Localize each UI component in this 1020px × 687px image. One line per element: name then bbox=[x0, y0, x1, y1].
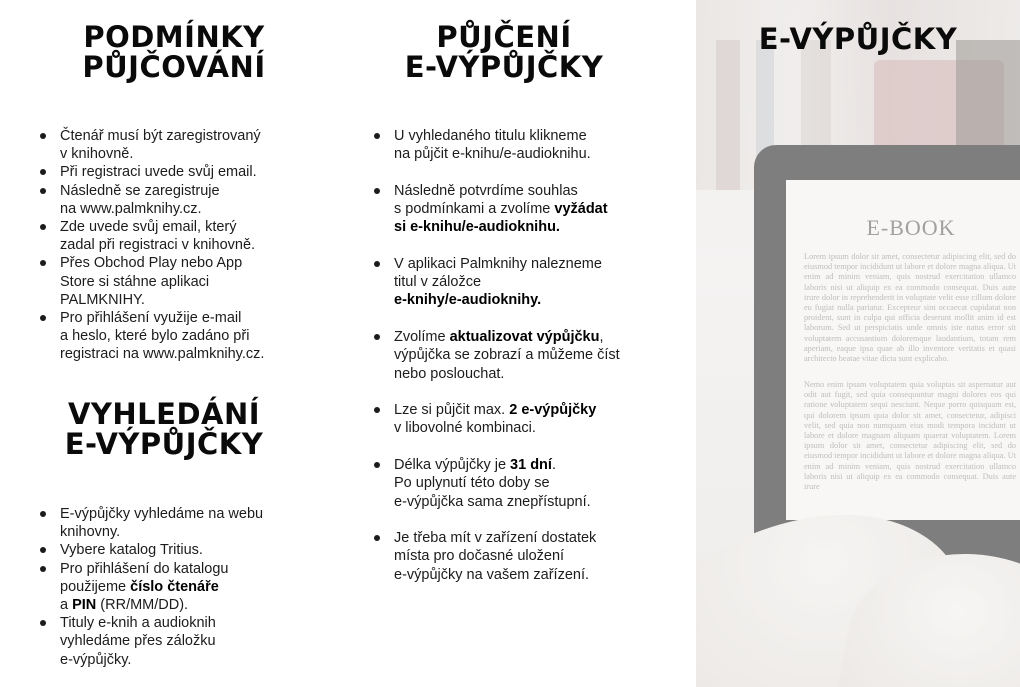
text-run: , výpůjčka se zobrazí a můžeme číst nebo poslouchat. bbox=[394, 329, 620, 382]
list-item: Je třeba mít v zařízení dostatek místa pro dočasné uložení e-výpůjčky na vašem zařízení. bbox=[370, 529, 680, 584]
list-item: Čtenář musí být zaregistrovaný v knihovně. bbox=[36, 127, 336, 163]
text-run: Délka výpůjčky je bbox=[394, 457, 511, 474]
panel-title: E-VÝPŮJČKY bbox=[758, 22, 958, 56]
list-item bbox=[370, 328, 680, 383]
text-run: Zvolíme bbox=[394, 329, 450, 346]
search-list bbox=[36, 505, 336, 669]
bold-text: 31 dní bbox=[510, 457, 552, 474]
list-item: Následně se zaregistruje na www.palmknihy.cz. bbox=[36, 182, 336, 218]
text-run: Lze si půjčit max. bbox=[394, 402, 510, 419]
list-item bbox=[370, 456, 680, 511]
pin-text: PIN bbox=[72, 597, 97, 614]
ebook-photo-panel bbox=[696, 0, 1020, 687]
list-item: Zde uvede svůj email, který zadal při registraci v knihovně. bbox=[36, 218, 336, 254]
text-run: . Po uplynutí této doby se e-výpůjčka sama znepřístupní. bbox=[394, 457, 591, 510]
conditions-column bbox=[0, 0, 348, 687]
list-item bbox=[370, 182, 680, 237]
conditions-list bbox=[36, 127, 336, 364]
reader-number-text: číslo čtenáře bbox=[130, 578, 219, 595]
ereader-text: Nemo enim ipsam voluptatem quia voluptas sit aspernatur aut odit aut fugit, sed quia consequuntur magni dolores eos qui ratione voluptatem sequi nesciunt. Neque porro quisquam est, qui dolorem ipsum quia dolor sit amet, consectetur, adipisci velit, sed quia non numquam eius modi tempora incidunt ut labore et dolore magnam aliquam quaerat voluptatem. Lorem ipsum dolor sit amet, consectetur adipiscing elit, sed do eiusmod tempor incididunt ut labore et dolore magna aliqua. Ut enim ad minim veniam, quis nostrud exercitation ullamco laboris nisi ut aliquip ex ea commodo consequat. Duis aute irure bbox=[804, 380, 1016, 492]
list-item: Přes Obchod Play nebo App Store si stáhne aplikaci PALMKNIHY. bbox=[36, 254, 336, 309]
list-item: Vybere katalog Tritius. bbox=[36, 541, 336, 559]
ereader-text: Lorem ipsum dolor sit amet, consectetur adipiscing elit, sed do eiusmod tempor incididunt ut labore et dolore magna aliqua. Ut enim ad minim veniam, quis nostrud exercitation ullamco laboris nisi ut aliquip ex ea commodo consequat. Duis aute irure dolor in reprehenderit in voluptate velit esse cillum dolore eu fugiat nulla pariatur. Excepteur sint occaecat cupidatat non proident, sunt in culpa qui officia deserunt mollit anim id est laborum. Sed ut perspiciatis unde omnis iste natus error sit voluptatem accusantium doloremque laudantium, totam rem aperiam, eaque ipsa quae ab illo inventore veritatis et quasi architecto beatae vitae dicta sunt explicabo. bbox=[804, 252, 1016, 364]
list-item bbox=[370, 255, 680, 310]
search-heading: VYHLEDÁNÍ E-VÝPŮJČKY bbox=[64, 397, 264, 461]
text-run: v libovolné kombinaci. bbox=[394, 420, 536, 437]
lending-heading: PŮJČENÍ E-VÝPŮJČKY bbox=[404, 20, 604, 84]
list-item: Pro přihlášení využije e-mail a heslo, které bylo zadáno při registraci na www.palmknihy.cz. bbox=[36, 309, 336, 364]
photo-veil bbox=[696, 0, 1020, 687]
list-item: U vyhledaného titulu klikneme na půjčit e-knihu/e-audioknihu. bbox=[370, 127, 680, 163]
bold-text: vyžádat si e-knihu/e-audioknihu. bbox=[394, 201, 608, 236]
bold-text: aktualizovat výpůjčku bbox=[449, 329, 600, 346]
list-item bbox=[36, 560, 336, 615]
list-item: Tituly e-knih a audioknih vyhledáme přes záložku e-výpůjčky. bbox=[36, 614, 336, 669]
text-run: V aplikaci Palmknihy nalezneme titul v záložce bbox=[394, 256, 602, 291]
lending-list bbox=[370, 127, 680, 602]
text-run: Následně potvrdíme souhlas s podmínkami a zvolíme bbox=[394, 182, 578, 218]
bold-text: e-knihy/e-audioknihy. bbox=[394, 292, 542, 309]
text-run: a bbox=[60, 597, 69, 614]
text-run: (RR/MM/DD). bbox=[96, 597, 189, 614]
bold-text: 2 e-výpůjčky bbox=[509, 402, 597, 419]
lending-column bbox=[348, 0, 696, 687]
list-item: Při registraci uvede svůj email. bbox=[36, 163, 336, 181]
text-run: Pro přihlášení do katalogu použijeme bbox=[60, 560, 229, 595]
list-item: E-výpůjčky vyhledáme na webu knihovny. bbox=[36, 505, 336, 541]
conditions-heading: PODMÍNKY PŮJČOVÁNÍ bbox=[82, 20, 266, 84]
list-item bbox=[370, 401, 680, 437]
ereader-label: E-BOOK bbox=[866, 215, 956, 240]
